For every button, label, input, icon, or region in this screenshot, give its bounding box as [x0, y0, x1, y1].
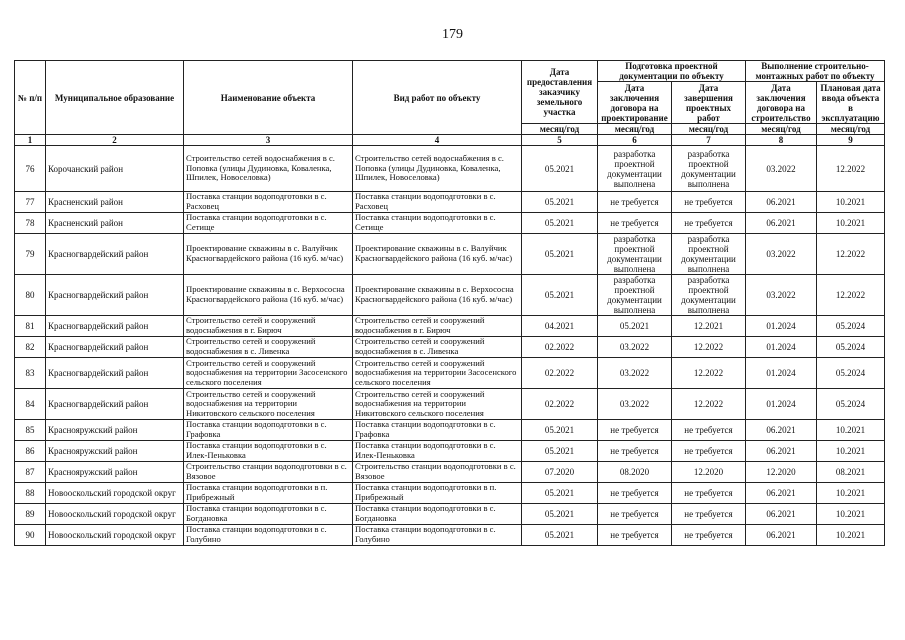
- commission-date-cell: 10.2021: [817, 483, 885, 504]
- municipality-cell: Корочанский район: [46, 146, 184, 192]
- design-contract-cell: не требуется: [598, 483, 672, 504]
- land-date-cell: 05.2021: [522, 234, 598, 275]
- table-row: [15, 504, 885, 525]
- design-finish-cell: 12.2022: [672, 389, 746, 420]
- design-finish-cell: не требуется: [672, 213, 746, 234]
- land-date-cell: 07.2020: [522, 462, 598, 483]
- unit-label: месяц/год: [598, 124, 672, 135]
- header-construction-group: Выполнение строительно-монтажных работ по объекту: [746, 61, 885, 82]
- object-name-cell: Поставка станции водоподготовки в п. Прибрежный: [184, 483, 353, 504]
- municipality-cell: Красногвардейский район: [46, 389, 184, 420]
- work-type-cell: Проектирование скважины в с. Верхососна Красногвардейского района (16 куб. м/час): [353, 275, 522, 316]
- work-type-cell: Поставка станции водоподготовки в с. Сетище: [353, 213, 522, 234]
- design-contract-cell: не требуется: [598, 192, 672, 213]
- table-row: [15, 275, 885, 316]
- table-row: [15, 420, 885, 441]
- land-date-cell: 05.2021: [522, 420, 598, 441]
- object-name-cell: Строительство сетей водоснабжения в с. Поповка (улицы Дудиновка, Коваленка, Шпилек, Новоселовка): [184, 146, 353, 192]
- header-design-group: Подготовка проектной документации по объекту: [598, 61, 746, 82]
- design-contract-cell: разработка проектной документации выполнена: [598, 275, 672, 316]
- design-contract-cell: 03.2022: [598, 358, 672, 389]
- land-date-cell: 05.2021: [522, 483, 598, 504]
- municipality-cell: Красногвардейский район: [46, 358, 184, 389]
- construction-contract-cell: 06.2021: [746, 441, 817, 462]
- row-number: 80: [15, 275, 46, 316]
- table-row: [15, 337, 885, 358]
- design-contract-cell: разработка проектной документации выполнена: [598, 234, 672, 275]
- object-name-cell: Поставка станции водоподготовки в с. Расховец: [184, 192, 353, 213]
- row-number: 76: [15, 146, 46, 192]
- municipality-cell: Новооскольский городской округ: [46, 504, 184, 525]
- row-number: 85: [15, 420, 46, 441]
- construction-contract-cell: 01.2024: [746, 316, 817, 337]
- table-row: [15, 389, 885, 420]
- header-land-date: Дата предоставления заказчику земельного участка: [522, 61, 598, 124]
- commission-date-cell: 05.2024: [817, 358, 885, 389]
- design-contract-cell: не требуется: [598, 441, 672, 462]
- land-date-cell: 05.2021: [522, 441, 598, 462]
- design-finish-cell: не требуется: [672, 441, 746, 462]
- column-number: 7: [672, 135, 746, 146]
- design-contract-cell: 03.2022: [598, 389, 672, 420]
- row-number: 89: [15, 504, 46, 525]
- object-name-cell: Поставка станции водоподготовки в с. Голубино: [184, 525, 353, 546]
- construction-contract-cell: 01.2024: [746, 337, 817, 358]
- unit-label: месяц/год: [672, 124, 746, 135]
- land-date-cell: 02.2022: [522, 358, 598, 389]
- design-contract-cell: не требуется: [598, 213, 672, 234]
- municipality-cell: Краснояружский район: [46, 462, 184, 483]
- land-date-cell: 04.2021: [522, 316, 598, 337]
- design-finish-cell: не требуется: [672, 192, 746, 213]
- header-municipality: Муниципальное образование: [46, 61, 184, 135]
- design-contract-cell: 03.2022: [598, 337, 672, 358]
- design-contract-cell: разработка проектной документации выполнена: [598, 146, 672, 192]
- header-object-name: Наименование объекта: [184, 61, 353, 135]
- column-number: 5: [522, 135, 598, 146]
- unit-label: месяц/год: [817, 124, 885, 135]
- commission-date-cell: 10.2021: [817, 213, 885, 234]
- work-type-cell: Поставка станции водоподготовки в с. Богдановка: [353, 504, 522, 525]
- table-row: [15, 358, 885, 389]
- object-name-cell: Поставка станции водоподготовки в с. Сетище: [184, 213, 353, 234]
- table-row: [15, 441, 885, 462]
- table-row: [15, 213, 885, 234]
- commission-date-cell: 10.2021: [817, 192, 885, 213]
- construction-contract-cell: 12.2020: [746, 462, 817, 483]
- work-type-cell: Строительство сетей и сооружений водоснабжения в с. Ливенка: [353, 337, 522, 358]
- design-finish-cell: 12.2022: [672, 358, 746, 389]
- commission-date-cell: 05.2024: [817, 337, 885, 358]
- municipality-cell: Краснояружский район: [46, 441, 184, 462]
- construction-contract-cell: 03.2022: [746, 146, 817, 192]
- object-name-cell: Строительство сетей и сооружений водоснабжения на территории Никитовского сельского поселения: [184, 389, 353, 420]
- work-type-cell: Проектирование скважины в с. Валуйчик Красногвардейского района (16 куб. м/час): [353, 234, 522, 275]
- construction-contract-cell: 01.2024: [746, 358, 817, 389]
- municipality-cell: Красногвардейский район: [46, 275, 184, 316]
- column-number: 9: [817, 135, 885, 146]
- header-commission-date: Плановая дата ввода объекта в эксплуатацию: [817, 82, 885, 124]
- commission-date-cell: 12.2022: [817, 146, 885, 192]
- object-name-cell: Строительство станции водоподготовки в с. Вязовое: [184, 462, 353, 483]
- commission-date-cell: 10.2021: [817, 441, 885, 462]
- work-type-cell: Строительство сетей и сооружений водоснабжения на территории Засосенского сельского поселения: [353, 358, 522, 389]
- design-finish-cell: разработка проектной документации выполнена: [672, 275, 746, 316]
- design-finish-cell: не требуется: [672, 504, 746, 525]
- table-row: [15, 525, 885, 546]
- table-row: [15, 192, 885, 213]
- page-number: 179: [442, 27, 463, 42]
- row-number: 77: [15, 192, 46, 213]
- municipality-cell: Красногвардейский район: [46, 316, 184, 337]
- row-number: 83: [15, 358, 46, 389]
- row-number: 79: [15, 234, 46, 275]
- design-finish-cell: разработка проектной документации выполнена: [672, 146, 746, 192]
- design-finish-cell: 12.2022: [672, 337, 746, 358]
- header-design-contract: Дата заключения договора на проектирование: [598, 82, 672, 124]
- table-row: [15, 146, 885, 192]
- header-num: № п/п: [15, 61, 46, 135]
- work-type-cell: Поставка станции водоподготовки в п. Прибрежный: [353, 483, 522, 504]
- unit-label: месяц/год: [746, 124, 817, 135]
- work-type-cell: Строительство станции водоподготовки в с. Вязовое: [353, 462, 522, 483]
- municipality-cell: Красненский район: [46, 213, 184, 234]
- construction-contract-cell: 06.2021: [746, 192, 817, 213]
- work-type-cell: Строительство сетей и сооружений водоснабжения в г. Бирюч: [353, 316, 522, 337]
- header-design-finish: Дата завершения проектных работ: [672, 82, 746, 124]
- commission-date-cell: 05.2024: [817, 316, 885, 337]
- row-number: 78: [15, 213, 46, 234]
- header-construction-contract: Дата заключения договора на строительство: [746, 82, 817, 124]
- design-contract-cell: 05.2021: [598, 316, 672, 337]
- table-row: [15, 234, 885, 275]
- commission-date-cell: 10.2021: [817, 420, 885, 441]
- municipality-cell: Новооскольский городской округ: [46, 525, 184, 546]
- column-number: 3: [184, 135, 353, 146]
- commission-date-cell: 10.2021: [817, 525, 885, 546]
- column-number: 6: [598, 135, 672, 146]
- design-finish-cell: 12.2021: [672, 316, 746, 337]
- work-type-cell: Поставка станции водоподготовки в с. Илек-Пеньковка: [353, 441, 522, 462]
- row-number: 87: [15, 462, 46, 483]
- object-name-cell: Строительство сетей и сооружений водоснабжения на территории Засосенского сельского поселения: [184, 358, 353, 389]
- row-number: 84: [15, 389, 46, 420]
- table-row: [15, 462, 885, 483]
- commission-date-cell: 10.2021: [817, 504, 885, 525]
- land-date-cell: 05.2021: [522, 504, 598, 525]
- object-name-cell: Проектирование скважины в с. Верхососна Красногвардейского района (16 куб. м/час): [184, 275, 353, 316]
- land-date-cell: 02.2022: [522, 389, 598, 420]
- land-date-cell: 02.2022: [522, 337, 598, 358]
- table-row: [15, 483, 885, 504]
- land-date-cell: 05.2021: [522, 192, 598, 213]
- commission-date-cell: 12.2022: [817, 275, 885, 316]
- work-type-cell: Поставка станции водоподготовки в с. Голубино: [353, 525, 522, 546]
- commission-date-cell: 05.2024: [817, 389, 885, 420]
- row-number: 90: [15, 525, 46, 546]
- object-name-cell: Строительство сетей и сооружений водоснабжения в г. Бирюч: [184, 316, 353, 337]
- land-date-cell: 05.2021: [522, 213, 598, 234]
- header-work-type: Вид работ по объекту: [353, 61, 522, 135]
- table-row: [15, 316, 885, 337]
- municipality-cell: Краснояружский район: [46, 420, 184, 441]
- object-name-cell: Поставка станции водоподготовки в с. Богдановка: [184, 504, 353, 525]
- construction-contract-cell: 06.2021: [746, 420, 817, 441]
- work-type-cell: Поставка станции водоподготовки в с. Расховец: [353, 192, 522, 213]
- land-date-cell: 05.2021: [522, 146, 598, 192]
- design-finish-cell: 12.2020: [672, 462, 746, 483]
- municipality-cell: Красногвардейский район: [46, 234, 184, 275]
- design-contract-cell: не требуется: [598, 504, 672, 525]
- column-number: 4: [353, 135, 522, 146]
- design-contract-cell: не требуется: [598, 420, 672, 441]
- schedule-table: [14, 60, 885, 546]
- design-finish-cell: не требуется: [672, 420, 746, 441]
- object-name-cell: Поставка станции водоподготовки в с. Илек-Пеньковка: [184, 441, 353, 462]
- object-name-cell: Поставка станции водоподготовки в с. Графовка: [184, 420, 353, 441]
- row-number: 82: [15, 337, 46, 358]
- column-number: 8: [746, 135, 817, 146]
- construction-contract-cell: 06.2021: [746, 483, 817, 504]
- design-finish-cell: не требуется: [672, 525, 746, 546]
- commission-date-cell: 08.2021: [817, 462, 885, 483]
- row-number: 88: [15, 483, 46, 504]
- design-contract-cell: не требуется: [598, 525, 672, 546]
- construction-contract-cell: 06.2021: [746, 525, 817, 546]
- work-type-cell: Поставка станции водоподготовки в с. Графовка: [353, 420, 522, 441]
- unit-label: месяц/год: [522, 124, 598, 135]
- construction-contract-cell: 03.2022: [746, 234, 817, 275]
- municipality-cell: Новооскольский городской округ: [46, 483, 184, 504]
- work-type-cell: Строительство сетей водоснабжения в с. Поповка (улицы Дудиновка, Коваленка, Шпилек, Новоселовка): [353, 146, 522, 192]
- land-date-cell: 05.2021: [522, 525, 598, 546]
- municipality-cell: Красногвардейский район: [46, 337, 184, 358]
- column-number: 1: [15, 135, 46, 146]
- object-name-cell: Строительство сетей и сооружений водоснабжения в с. Ливенка: [184, 337, 353, 358]
- construction-contract-cell: 06.2021: [746, 504, 817, 525]
- row-number: 86: [15, 441, 46, 462]
- row-number: 81: [15, 316, 46, 337]
- design-finish-cell: не требуется: [672, 483, 746, 504]
- land-date-cell: 05.2021: [522, 275, 598, 316]
- work-type-cell: Строительство сетей и сооружений водоснабжения на территории Никитовского сельского поселения: [353, 389, 522, 420]
- construction-contract-cell: 01.2024: [746, 389, 817, 420]
- construction-contract-cell: 06.2021: [746, 213, 817, 234]
- construction-contract-cell: 03.2022: [746, 275, 817, 316]
- commission-date-cell: 12.2022: [817, 234, 885, 275]
- design-contract-cell: 08.2020: [598, 462, 672, 483]
- design-finish-cell: разработка проектной документации выполнена: [672, 234, 746, 275]
- municipality-cell: Красненский район: [46, 192, 184, 213]
- object-name-cell: Проектирование скважины в с. Валуйчик Красногвардейского района (16 куб. м/час): [184, 234, 353, 275]
- column-number: 2: [46, 135, 184, 146]
